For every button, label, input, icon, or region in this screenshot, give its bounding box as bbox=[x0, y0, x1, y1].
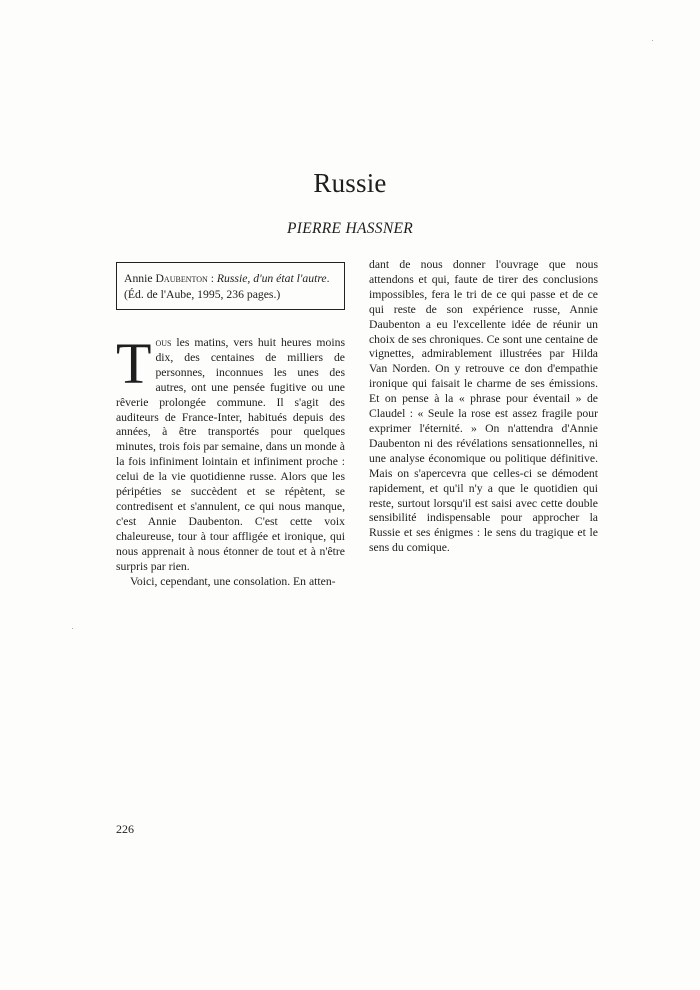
scan-speck bbox=[652, 40, 653, 41]
reference-author-last: Daubenton bbox=[155, 272, 208, 285]
paragraph-1-lead: ous bbox=[155, 336, 172, 349]
article-author: PIERRE HASSNER bbox=[286, 220, 413, 237]
drop-cap: T bbox=[116, 331, 152, 396]
article-title: Russie bbox=[313, 168, 387, 198]
reference-separator: : bbox=[207, 272, 217, 285]
right-column bbox=[369, 258, 598, 556]
paragraph-2-continued: dant de nous donner l'ouvrage que nous attendons et qui, faute de tirer des conclusions impossibles, fera le tri de ce qui passe et de ce qui reste de son expérience russe, Annie Daubenton a eu l'excellente idée de réunir un choix de ses chroniques. Ce sont une centaine de vignettes, admirablement illustrées par Hilda Van Norden. On y retrouve ce don d'empathie ironique qui faisait le charme de ses émissions. Et on pense à la « phrase pour éventail » de Claudel : « Seule la rose est assez fragile pour exprimer l'éternité. » On n'attendra d'Annie Daubenton ni des révélations sensationnelles, ni une analyse économique ou politique définitive. Mais on s'apercevra que celles-ci se démodent rapidement, et qu'il n'y a que le quotidien qui reste, surtout lorsqu'il est saisi avec cette double sensibilité indispensable pour approcher la Russie et ses énigmes : le sens du tragique et le sens du comique. bbox=[369, 258, 598, 555]
left-column bbox=[116, 258, 345, 589]
scan-speck bbox=[72, 628, 73, 629]
page-number: 226 bbox=[116, 822, 134, 836]
paragraph-1 bbox=[116, 331, 345, 575]
paragraph-1-text: les matins, vers huit heures moins dix, des centaines de milliers de personnes, inconnues les unes des autres, ont une pensée fugitive ou une rêverie prolongée commune. Il s'agit des auditeurs de France-Inter, habitués depuis des années, à être transportés pour quelques minutes, trois fois par semaine, dans un monde à la fois infiniment lointain et infiniment proche : celui de la vie quotidienne russe. Alors que les péripéties se succèdent et se répètent, se contredisent et s'annulent, ce qui nous manque, c'est Annie Daubenton. C'est cette voix chaleureuse, tour à tour affligée et ironique, qui nous apprenait à nous étonner de tout et à n'être surpris par rien. bbox=[116, 336, 345, 573]
reference-author-first: Annie bbox=[124, 272, 156, 285]
reference-details: . (Éd. de l'Aube, 1995, 236 pages.) bbox=[124, 272, 330, 301]
reference-book-title: Russie, d'un état l'autre bbox=[216, 272, 327, 285]
paragraph-2-start: Voici, cependant, une consolation. En atten- bbox=[130, 574, 336, 588]
book-reference-box bbox=[116, 262, 345, 310]
